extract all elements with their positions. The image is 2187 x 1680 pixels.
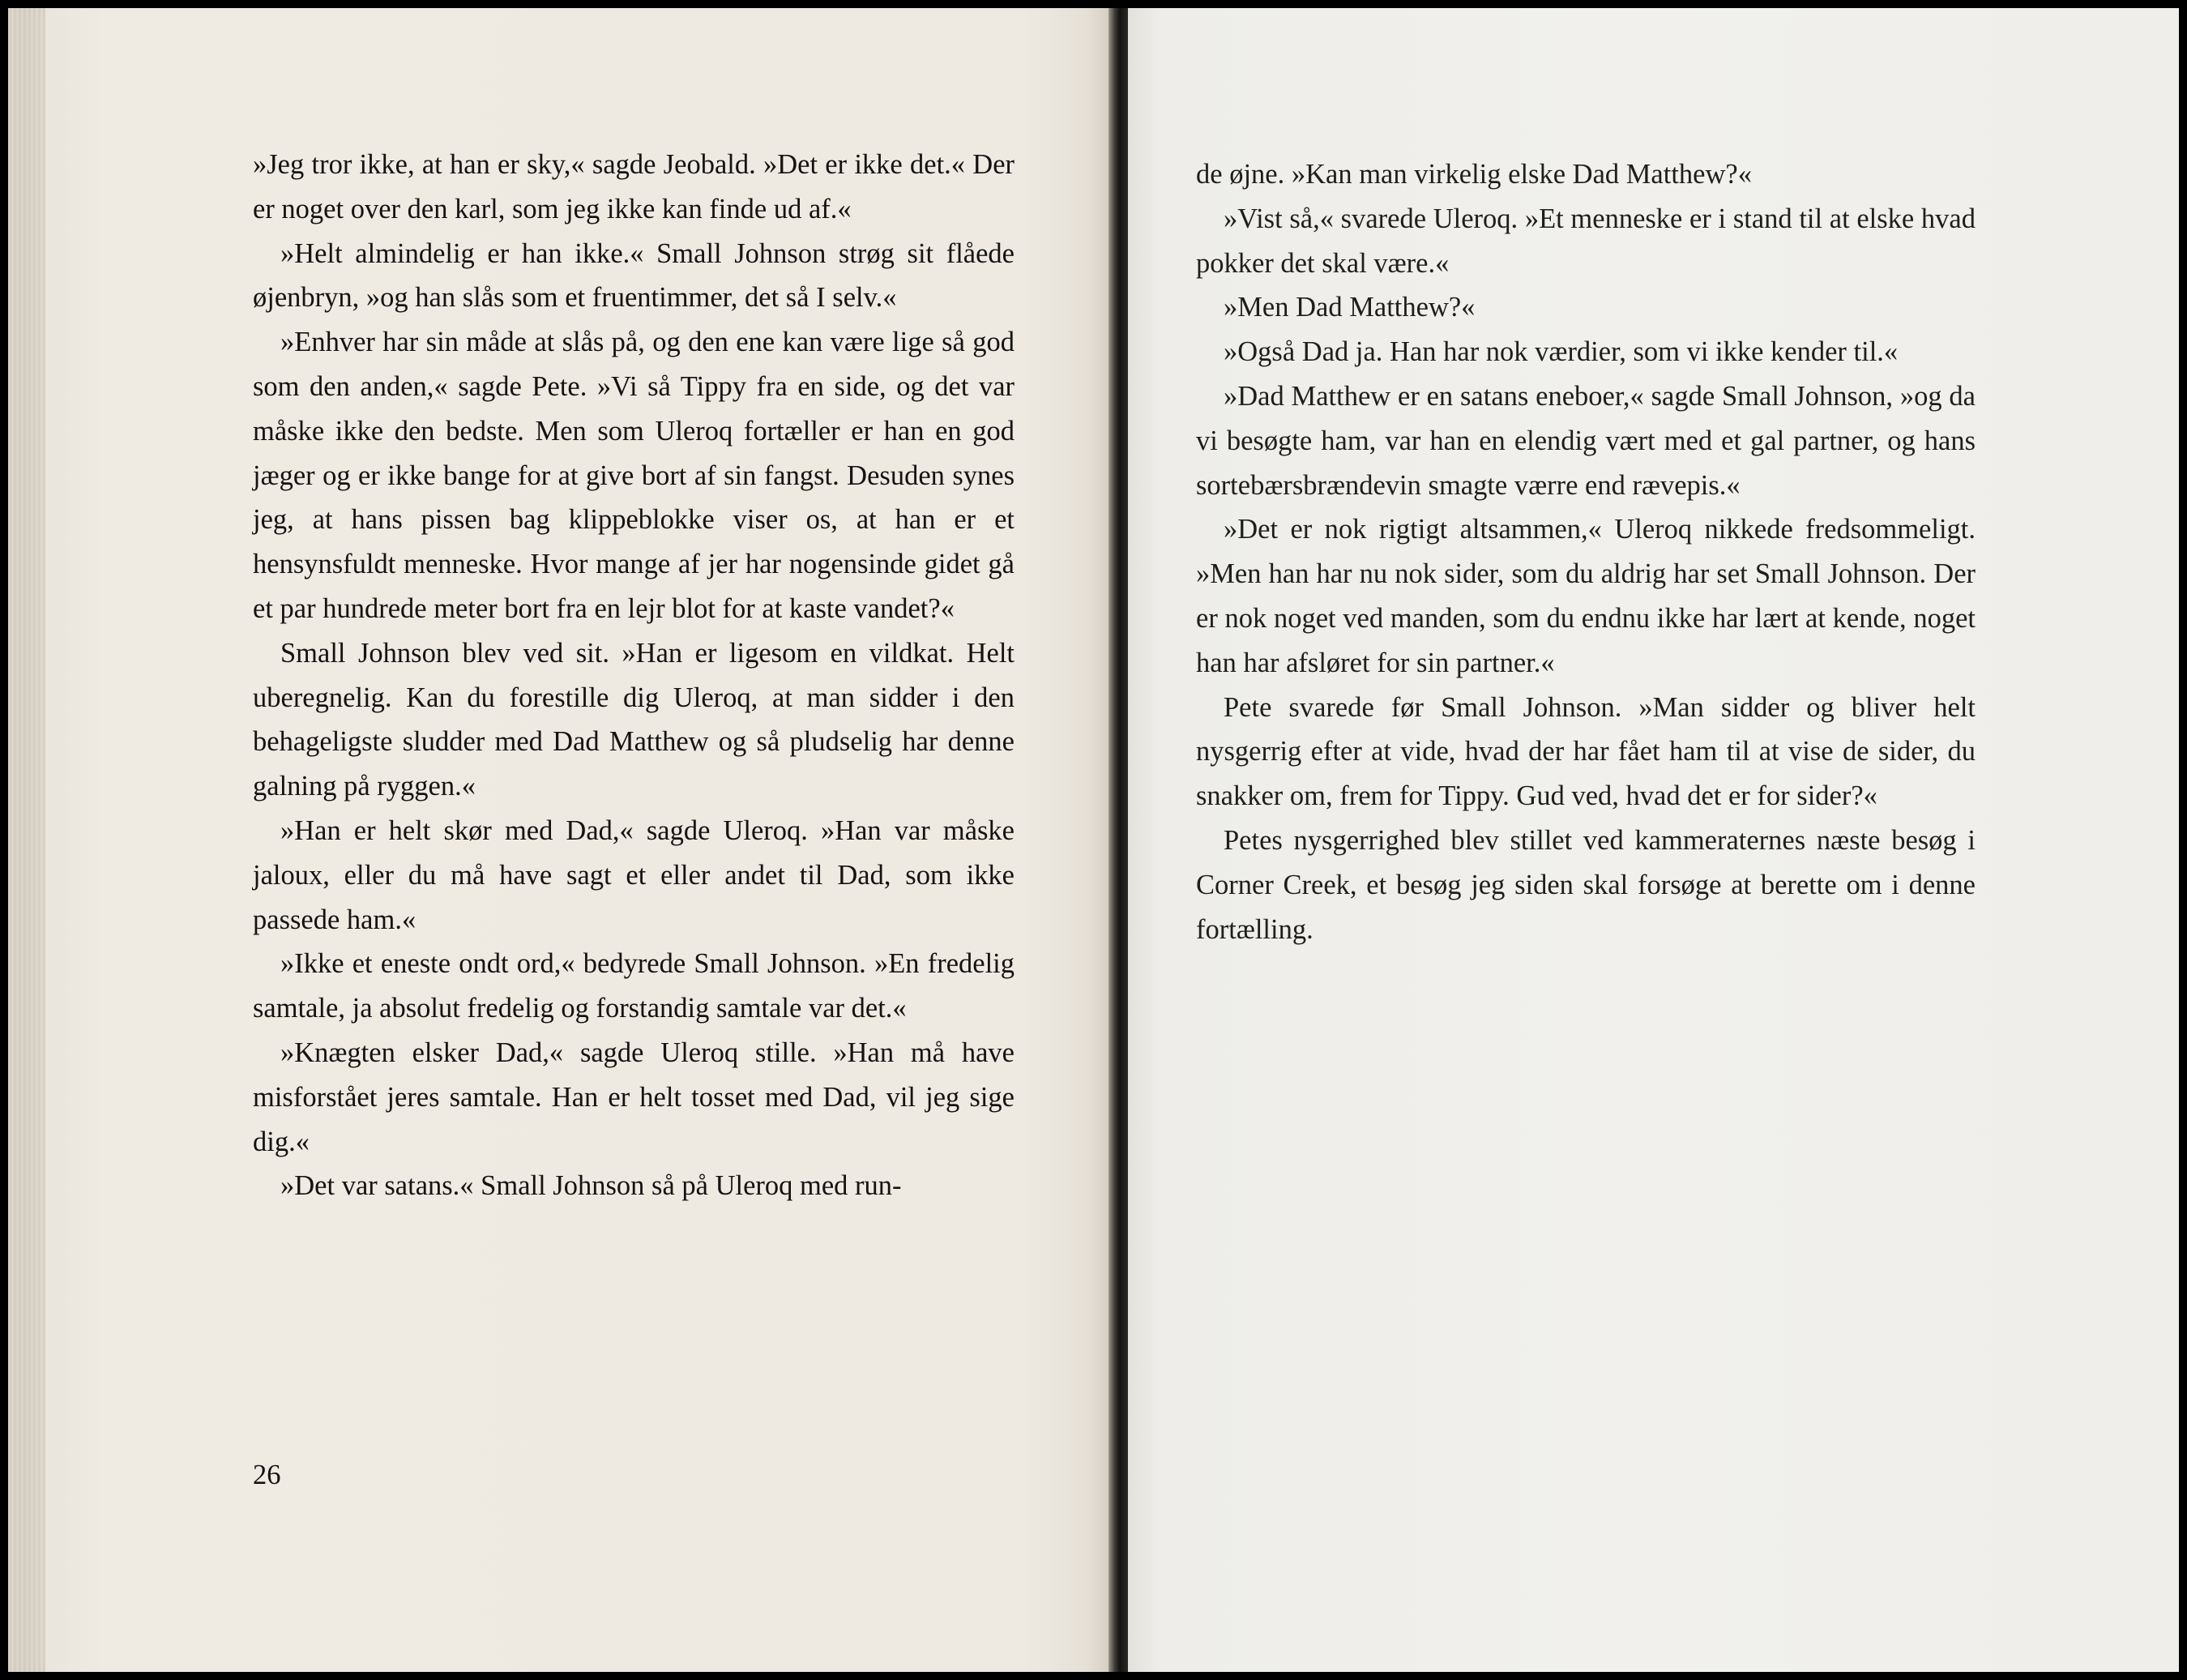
left-page-text bbox=[253, 143, 1014, 1208]
right-page-text bbox=[1196, 152, 1976, 951]
paragraph: »Dad Matthew er en satans eneboer,« sagde Small Johnson, »og da vi besøgte ham, var han en elendig vært med et gal partner, og hans sortebærsbrændevin smagte værre end rævepis.« bbox=[1196, 380, 1976, 501]
paragraph: »Men Dad Matthew?« bbox=[1224, 292, 1476, 323]
paragraph: Petes nysgerrighed blev stillet ved kammeraternes næste besøg i Corner Creek, et besøg jeg siden skal forsøge at berette om i denne fortælling. bbox=[1196, 824, 1976, 945]
right-page bbox=[1128, 8, 2179, 1672]
paragraph: »Det er nok rigtigt altsammen,« Uleroq nikkede fredsommeligt. »Men han har nu nok sider, som du aldrig har set Small Johnson. Der er nok noget ved manden, som du endnu ikke har lært at kende, noget han har afsløret for sin partner.« bbox=[1196, 514, 1976, 678]
paragraph: »Helt almindelig er han ikke.« Small Johnson strøg sit flåede øjenbryn, »og han slås som et fruentimmer, det så I selv.« bbox=[253, 237, 1014, 314]
paragraph: »Det var satans.« Small Johnson så på Uleroq med run- bbox=[280, 1170, 902, 1202]
paragraph: »Ikke et eneste ondt ord,« bedyrede Small Johnson. »En fredelig samtale, ja absolut fredelig og forstandig samtale var det.« bbox=[253, 948, 1014, 1024]
paragraph: »Også Dad ja. Han har nok værdier, som vi ikke kender til.« bbox=[1224, 336, 1899, 368]
left-page bbox=[8, 8, 1108, 1672]
paragraph: Pete svarede før Small Johnson. »Man sidder og bliver helt nysgerrig efter at vide, hvad der har fået ham til at vise de sider, du snakker om, frem for Tippy. Gud ved, hvad det er for sider?« bbox=[1196, 691, 1976, 812]
paragraph: »Han er helt skør med Dad,« sagde Uleroq. »Han var måske jaloux, eller du må have sagt et eller andet til Dad, som ikke passede ham.« bbox=[253, 814, 1014, 935]
paragraph: de øjne. »Kan man virkelig elske Dad Matthew?« bbox=[1196, 159, 1752, 190]
paragraph: »Knægten elsker Dad,« sagde Uleroq stille. »Han må have misforstået jeres samtale. Han er helt tosset med Dad, vil jeg sige dig.« bbox=[253, 1037, 1014, 1157]
book-gutter bbox=[1108, 8, 1128, 1672]
paragraph: »Vist så,« svarede Uleroq. »Et menneske er i stand til at elske hvad pokker det skal være.« bbox=[1196, 203, 1976, 279]
paragraph: »Jeg tror ikke, at han er sky,« sagde Jeobald. »Det er ikke det.« Der er noget over den karl, som jeg ikke kan finde ud af.« bbox=[253, 149, 1014, 224]
paragraph: »Enhver har sin måde at slås på, og den ene kan være lige så god som den anden,« sagde Pete. »Vi så Tippy fra en side, og det var måske ikke den bedste. Men som Uleroq fortæller er han en god jæger og er ikke bange for at give bort af sin fangst. Desuden synes jeg, at hans pissen bag klippeblokke viser os, at han er et hensynsfuldt menneske. Hvor mange af jer har nogensinde gidet gå et par hundrede meter bort fra en lejr blot for at kaste vandet?« bbox=[253, 327, 1014, 624]
page-number: 26 bbox=[253, 1460, 281, 1490]
paragraph: Small Johnson blev ved sit. »Han er ligesom en vildkat. Helt uberegnelig. Kan du forestille dig Uleroq, at man sidder i den behageligste sludder med Dad Matthew og så pludselig har denne galning på ryggen.« bbox=[253, 637, 1014, 802]
